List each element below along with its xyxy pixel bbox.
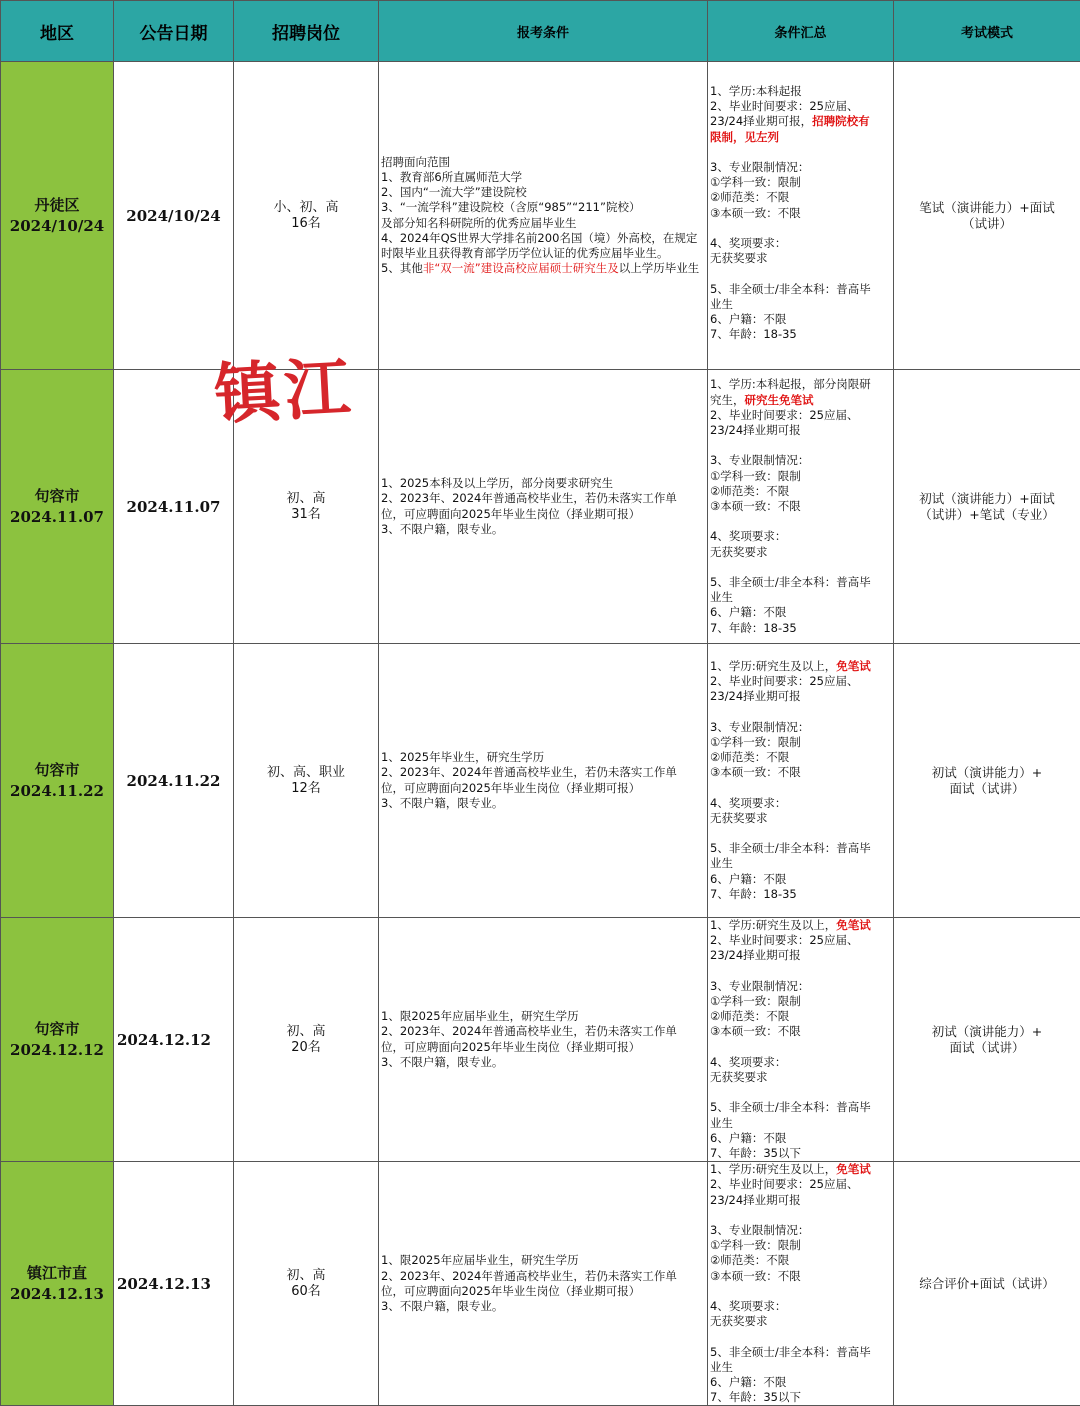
- summary-line: 6、户籍：不限: [710, 1131, 891, 1146]
- summary-line: 6、户籍：不限: [710, 872, 891, 887]
- region-name: 镇江市直: [1, 1263, 113, 1284]
- announcement-date: 2024.11.07: [114, 370, 234, 644]
- requirement-line: 1、限2025年应届毕业生，研究生学历: [381, 1253, 705, 1268]
- summary-line: [710, 114, 891, 129]
- summary-cell: [708, 644, 894, 918]
- announcement-date: 2024.12.12: [114, 918, 234, 1162]
- summary-line: 5、非全硕士/非全本科：普高毕: [710, 841, 891, 856]
- summary-highlight: 招聘院校有: [812, 114, 870, 128]
- region-name: 句容市: [1, 1019, 113, 1040]
- summary-text: 究生，: [710, 393, 745, 407]
- region-cell: [1, 644, 114, 918]
- summary-line: 无获奖要求: [710, 811, 891, 826]
- requirement-line: 位，可应聘面向2025年毕业生岗位（择业期可报）: [381, 1284, 705, 1299]
- requirement-text: 5、其他: [381, 261, 423, 275]
- exam-line: （试讲）+笔试（专业）: [894, 507, 1080, 523]
- summary-line: 4、奖项要求：: [710, 529, 891, 544]
- exam-cell: [894, 62, 1080, 370]
- exam-line: 笔试（演讲能力）+面试: [894, 200, 1080, 216]
- position-levels: 初、高: [234, 491, 378, 507]
- requirement-line: [381, 261, 705, 276]
- requirement-line: 1、限2025年应届毕业生，研究生学历: [381, 1009, 705, 1024]
- positions-cell: [234, 1162, 379, 1406]
- summary-line: 1、学历:本科起报: [710, 84, 891, 99]
- summary-line: ③本硕一致：不限: [710, 765, 891, 780]
- summary-text: 1、学历:研究生及以上，: [710, 659, 836, 673]
- summary-line: 无获奖要求: [710, 1070, 891, 1085]
- exam-cell: [894, 370, 1080, 644]
- summary-line: 6、户籍：不限: [710, 312, 891, 327]
- summary-line: 23/24择业期可报: [710, 1193, 891, 1208]
- summary-line: 3、专业限制情况：: [710, 453, 891, 468]
- header-date: 公告日期: [114, 1, 234, 62]
- requirements-cell: [379, 1162, 708, 1406]
- summary-line: 5、非全硕士/非全本科：普高毕: [710, 1100, 891, 1115]
- position-levels: 初、高: [234, 1024, 378, 1040]
- exam-line: 面试（试讲）: [894, 781, 1080, 797]
- position-count: 16名: [234, 216, 378, 232]
- requirement-line: 招聘面向范围: [381, 155, 705, 170]
- summary-line: 业生: [710, 590, 891, 605]
- summary-line: 无获奖要求: [710, 1314, 891, 1329]
- region-date: 2024/10/24: [1, 216, 113, 237]
- summary-highlight: 研究生免笔试: [745, 393, 814, 407]
- header-positions: 招聘岗位: [234, 1, 379, 62]
- summary-highlight: 免笔试: [836, 918, 871, 932]
- requirement-line: 位，可应聘面向2025年毕业生岗位（择业期可报）: [381, 1040, 705, 1055]
- region-cell: [1, 1162, 114, 1406]
- summary-text: 1、学历:研究生及以上，: [710, 918, 836, 932]
- summary-line: ②师范类：不限: [710, 190, 891, 205]
- summary-line: [710, 918, 891, 933]
- requirement-line: 位，可应聘面向2025年毕业生岗位（择业期可报）: [381, 507, 705, 522]
- region-cell: [1, 918, 114, 1162]
- exam-line: 初试（演讲能力）+: [894, 1024, 1080, 1040]
- position-count: 12名: [234, 781, 378, 797]
- summary-line: 2、毕业时间要求：25应届、: [710, 99, 891, 114]
- summary-line: 3、专业限制情况：: [710, 160, 891, 175]
- region-date: 2024.11.07: [1, 507, 113, 528]
- announcement-date: 2024/10/24: [114, 62, 234, 370]
- summary-line: 2、毕业时间要求：25应届、: [710, 674, 891, 689]
- region-cell: [1, 62, 114, 370]
- summary-line: 无获奖要求: [710, 545, 891, 560]
- summary-line: 4、奖项要求：: [710, 1055, 891, 1070]
- requirement-line: 及部分知名科研院所的优秀应届毕业生: [381, 216, 705, 231]
- summary-line: 业生: [710, 1116, 891, 1131]
- summary-line: 4、奖项要求：: [710, 796, 891, 811]
- exam-line: 初试（演讲能力）+: [894, 765, 1080, 781]
- header-row: [1, 1, 1080, 62]
- positions-cell: [234, 918, 379, 1162]
- summary-line: 无获奖要求: [710, 251, 891, 266]
- summary-line: 3、专业限制情况：: [710, 979, 891, 994]
- summary-line: ③本硕一致：不限: [710, 1269, 891, 1284]
- summary-line: 2、毕业时间要求：25应届、: [710, 933, 891, 948]
- summary-highlight: 免笔试: [836, 659, 871, 673]
- summary-line: 3、专业限制情况：: [710, 720, 891, 735]
- table-row: [1, 1162, 1080, 1406]
- summary-line: [710, 659, 891, 674]
- requirements-cell: [379, 644, 708, 918]
- requirement-line: 3、不限户籍，限专业。: [381, 522, 705, 537]
- summary-text: 23/24择业期可报，: [710, 114, 812, 128]
- summary-line: 6、户籍：不限: [710, 605, 891, 620]
- summary-cell: [708, 370, 894, 644]
- summary-line: 业生: [710, 856, 891, 871]
- requirement-line: 4、2024年QS世界大学排名前200名国（境）外高校，在规定时限毕业且获得教育部学历学位认证的优秀应届毕业生。: [381, 231, 705, 261]
- summary-line: 4、奖项要求：: [710, 236, 891, 251]
- summary-line: 5、非全硕士/非全本科：普高毕: [710, 575, 891, 590]
- position-levels: 小、初、高: [234, 200, 378, 216]
- summary-line: [710, 393, 891, 408]
- summary-line: ②师范类：不限: [710, 750, 891, 765]
- requirement-line: 2、国内“一流大学”建设院校: [381, 185, 705, 200]
- table-row: [1, 918, 1080, 1162]
- summary-line: ①学科一致：限制: [710, 735, 891, 750]
- requirement-highlight: 非“双一流”建设高校应届硕士研究生及: [423, 261, 619, 275]
- region-date: 2024.12.13: [1, 1284, 113, 1305]
- exam-line: 面试（试讲）: [894, 1040, 1080, 1056]
- requirement-line: 2、2023年、2024年普通高校毕业生，若仍未落实工作单: [381, 1269, 705, 1284]
- city-watermark: 镇江: [212, 334, 357, 436]
- summary-line: 业生: [710, 1360, 891, 1375]
- summary-line: ②师范类：不限: [710, 484, 891, 499]
- summary-line: ③本硕一致：不限: [710, 206, 891, 221]
- summary-line: 5、非全硕士/非全本科：普高毕: [710, 282, 891, 297]
- exam-cell: [894, 644, 1080, 918]
- summary-line: 业生: [710, 297, 891, 312]
- requirement-line: 3、不限户籍，限专业。: [381, 1055, 705, 1070]
- requirement-line: 位，可应聘面向2025年毕业生岗位（择业期可报）: [381, 781, 705, 796]
- summary-line: ①学科一致：限制: [710, 994, 891, 1009]
- positions-cell: [234, 62, 379, 370]
- requirement-line: 3、“一流学科”建设院校（含原“985”“211”院校）: [381, 200, 705, 215]
- summary-line: 4、奖项要求：: [710, 1299, 891, 1314]
- region-date: 2024.11.22: [1, 781, 113, 802]
- requirement-line: 1、2025本科及以上学历，部分岗要求研究生: [381, 476, 705, 491]
- summary-line: [710, 1162, 891, 1177]
- summary-line: ②师范类：不限: [710, 1253, 891, 1268]
- summary-line: ③本硕一致：不限: [710, 1024, 891, 1039]
- summary-line: 3、专业限制情况：: [710, 1223, 891, 1238]
- table-row: [1, 62, 1080, 370]
- summary-line: 7、年龄：18-35: [710, 887, 891, 902]
- summary-line: 7、年龄：18-35: [710, 621, 891, 636]
- region-cell: [1, 370, 114, 644]
- header-summary: 条件汇总: [708, 1, 894, 62]
- exam-line: 综合评价+面试（试讲）: [894, 1276, 1080, 1292]
- requirement-line: 1、教育部6所直属师范大学: [381, 170, 705, 185]
- summary-cell: [708, 1162, 894, 1406]
- header-requirements: 报考条件: [379, 1, 708, 62]
- region-date: 2024.12.12: [1, 1040, 113, 1061]
- summary-line: 2、毕业时间要求：25应届、: [710, 408, 891, 423]
- summary-cell: [708, 918, 894, 1162]
- summary-line: 23/24择业期可报: [710, 689, 891, 704]
- header-exam: 考试模式: [894, 1, 1080, 62]
- summary-line: ①学科一致：限制: [710, 469, 891, 484]
- exam-cell: [894, 918, 1080, 1162]
- region-name: 丹徒区: [1, 195, 113, 216]
- table-row: [1, 644, 1080, 918]
- summary-line: 7、年龄：35以下: [710, 1390, 891, 1405]
- table-row: [1, 370, 1080, 644]
- position-levels: 初、高、职业: [234, 765, 378, 781]
- summary-text: 1、学历:研究生及以上，: [710, 1162, 836, 1176]
- summary-line: 23/24择业期可报: [710, 423, 891, 438]
- summary-line: ①学科一致：限制: [710, 1238, 891, 1253]
- summary-cell: [708, 62, 894, 370]
- position-count: 31名: [234, 507, 378, 523]
- exam-cell: [894, 1162, 1080, 1406]
- summary-line: 7、年龄：18-35: [710, 327, 891, 342]
- announcement-date: 2024.12.13: [114, 1162, 234, 1406]
- summary-line: 6、户籍：不限: [710, 1375, 891, 1390]
- summary-highlight: 免笔试: [836, 1162, 871, 1176]
- summary-line: ③本硕一致：不限: [710, 499, 891, 514]
- requirement-line: 2、2023年、2024年普通高校毕业生，若仍未落实工作单: [381, 491, 705, 506]
- requirements-cell: [379, 918, 708, 1162]
- announcement-date: 2024.11.22: [114, 644, 234, 918]
- summary-highlight: 限制，见左列: [710, 130, 891, 145]
- position-levels: 初、高: [234, 1268, 378, 1284]
- summary-line: 23/24择业期可报: [710, 948, 891, 963]
- requirement-text: 以上学历毕业生: [619, 261, 700, 275]
- header-region: 地区: [1, 1, 114, 62]
- summary-line: ②师范类：不限: [710, 1009, 891, 1024]
- positions-cell: [234, 644, 379, 918]
- summary-line: 5、非全硕士/非全本科：普高毕: [710, 1345, 891, 1360]
- position-count: 20名: [234, 1040, 378, 1056]
- summary-line: 1、学历:本科起报，部分岗限研: [710, 377, 891, 392]
- exam-line: （试讲）: [894, 216, 1080, 232]
- position-count: 60名: [234, 1284, 378, 1300]
- requirement-line: 3、不限户籍，限专业。: [381, 1299, 705, 1314]
- requirement-line: 3、不限户籍，限专业。: [381, 796, 705, 811]
- requirements-cell: [379, 370, 708, 644]
- summary-line: ①学科一致：限制: [710, 175, 891, 190]
- exam-line: 初试（演讲能力）+面试: [894, 491, 1080, 507]
- requirements-cell: [379, 62, 708, 370]
- summary-line: 7、年龄：35以下: [710, 1146, 891, 1161]
- requirement-line: 2、2023年、2024年普通高校毕业生，若仍未落实工作单: [381, 1024, 705, 1039]
- region-name: 句容市: [1, 760, 113, 781]
- requirement-line: 2、2023年、2024年普通高校毕业生，若仍未落实工作单: [381, 765, 705, 780]
- summary-line: 2、毕业时间要求：25应届、: [710, 1177, 891, 1192]
- requirement-line: 1、2025年毕业生，研究生学历: [381, 750, 705, 765]
- region-name: 句容市: [1, 486, 113, 507]
